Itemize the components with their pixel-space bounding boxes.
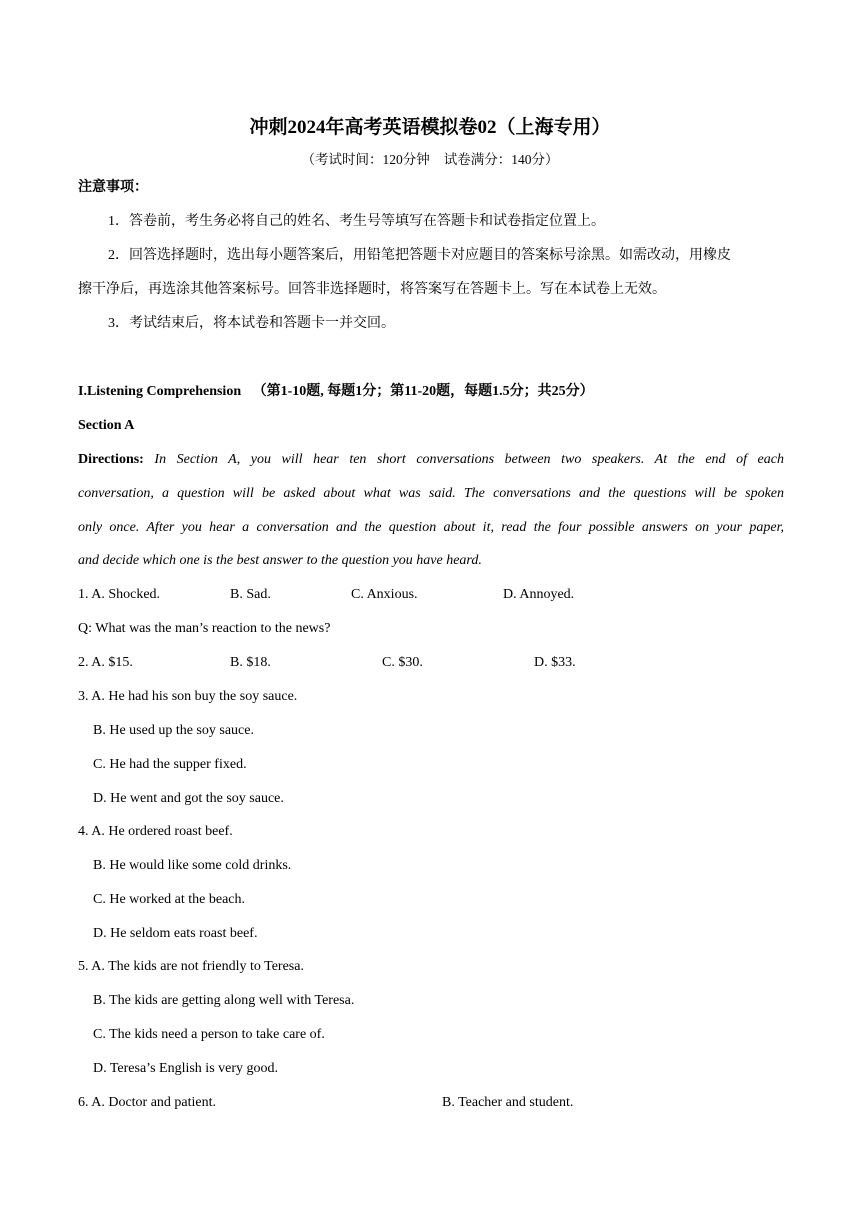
section-part: Section A bbox=[78, 418, 135, 433]
section-title: I.Listening Comprehension bbox=[78, 384, 242, 399]
directions-label: Directions: bbox=[78, 452, 144, 467]
q5-option-b: B. The kids are getting along well with Teresa. bbox=[93, 993, 355, 1008]
q4-option-a: 4. A. He ordered roast beef. bbox=[78, 824, 233, 839]
exam-score: 试卷满分：140分） bbox=[443, 152, 559, 167]
q3-option-c: C. He had the supper fixed. bbox=[93, 757, 247, 772]
notice-item-3: 3．考试结束后，将本试卷和答题卡一并交回。 bbox=[108, 316, 395, 331]
exam-info bbox=[0, 150, 860, 170]
directions-line-3: only once. After you hear a conversation and the question about it, read the four possible answers on your paper, bbox=[78, 520, 784, 535]
notice-item-2: 2．回答选择题时，选出每小题答案后，用铅笔把答题卡对应题目的答案标号涂黑。如需改动，用橡皮 bbox=[108, 248, 731, 263]
directions-line-1: Directions: In Section A, you will hear ten short conversations between two speakers. At the end of each bbox=[78, 452, 784, 467]
directions-line-4: and decide which one is the best answer to the question you have heard. bbox=[78, 553, 482, 568]
notice-item-2-cont: 擦干净后，再选涂其他答案标号。回答非选择题时，将答案写在答题卡上。写在本试卷上无效。 bbox=[78, 282, 666, 297]
section-scoring: （第1-10题, 每题1分；第11-20题，每题1.5分；共25分） bbox=[252, 384, 594, 399]
notice-heading: 注意事项： bbox=[78, 180, 148, 195]
question-2-options bbox=[78, 653, 784, 673]
q2-option-b: B. $18. bbox=[230, 655, 271, 670]
q3-option-a: 3. A. He had his son buy the soy sauce. bbox=[78, 689, 298, 704]
q6-option-b: B. Teacher and student. bbox=[442, 1095, 574, 1110]
question-6-options bbox=[78, 1093, 784, 1113]
q4-option-c: C. He worked at the beach. bbox=[93, 892, 245, 907]
question-1-options bbox=[78, 585, 784, 605]
section-heading bbox=[78, 382, 784, 402]
q6-option-a: 6. A. Doctor and patient. bbox=[78, 1095, 217, 1110]
directions-line-2: conversation, a question will be asked about what was said. The conversations and the questions will be spoken bbox=[78, 486, 784, 501]
q2-option-a: 2. A. $15. bbox=[78, 655, 133, 670]
page-title: 冲刺2024年高考英语模拟卷02（上海专用） bbox=[249, 117, 611, 138]
question-1-text: Q: What was the man’s reaction to the news? bbox=[78, 621, 331, 636]
q2-option-d: D. $33. bbox=[534, 655, 576, 670]
notice-item-1: 1．答卷前，考生务必将自己的姓名、考生号等填写在答题卡和试卷指定位置上。 bbox=[108, 214, 605, 229]
q5-option-d: D. Teresa’s English is very good. bbox=[93, 1061, 279, 1076]
q3-option-d: D. He went and got the soy sauce. bbox=[93, 791, 284, 806]
q3-option-b: B. He used up the soy sauce. bbox=[93, 723, 254, 738]
q2-option-c: C. $30. bbox=[382, 655, 423, 670]
q4-option-b: B. He would like some cold drinks. bbox=[93, 858, 292, 873]
q4-option-d: D. He seldom eats roast beef. bbox=[93, 926, 258, 941]
q1-option-b: B. Sad. bbox=[230, 587, 271, 602]
q5-option-c: C. The kids need a person to take care of. bbox=[93, 1027, 325, 1042]
q1-option-a: 1. A. Shocked. bbox=[78, 587, 161, 602]
q1-option-c: C. Anxious. bbox=[351, 587, 418, 602]
q1-option-d: D. Annoyed. bbox=[503, 587, 575, 602]
exam-time: （考试时间：120分钟 bbox=[301, 152, 430, 167]
q5-option-a: 5. A. The kids are not friendly to Teresa. bbox=[78, 959, 304, 974]
